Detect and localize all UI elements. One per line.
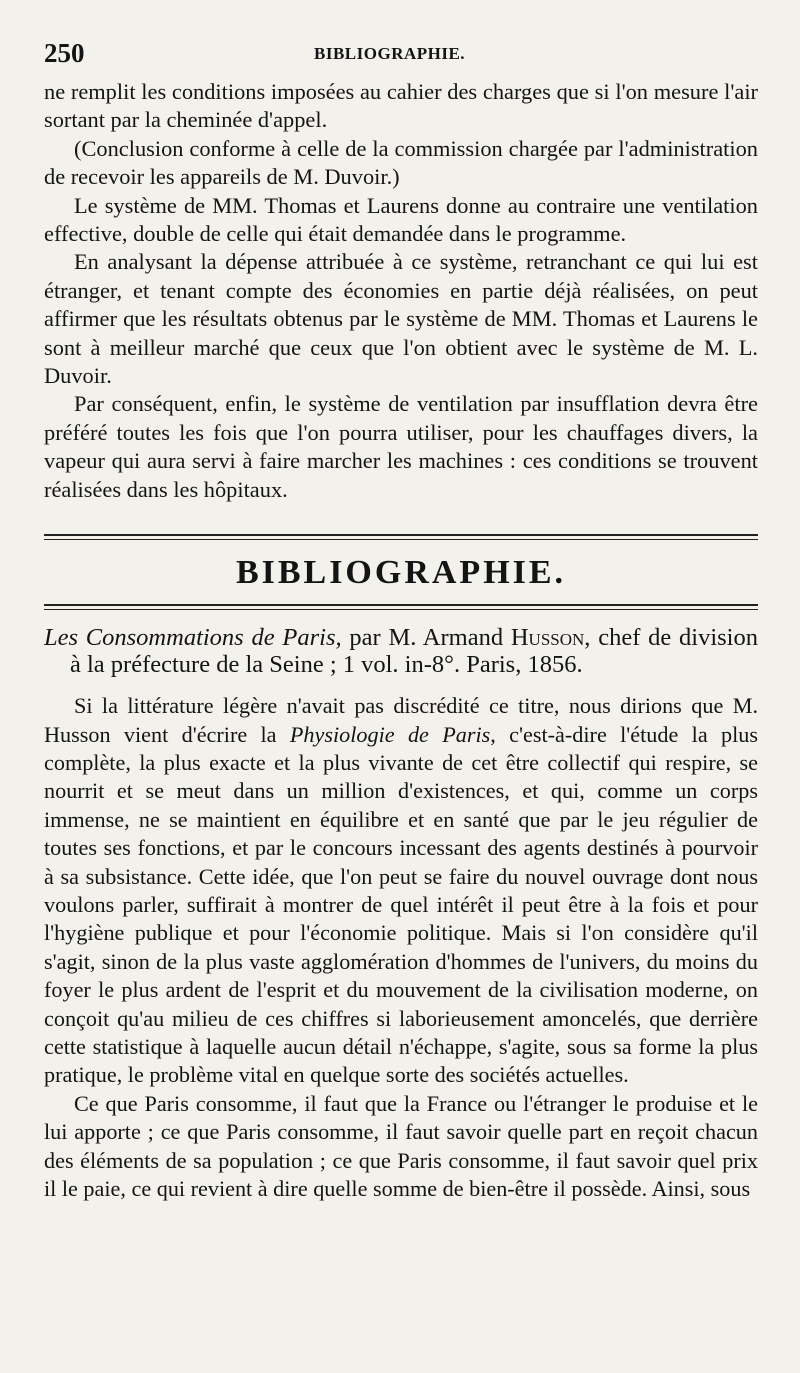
review-text: [44, 692, 758, 1203]
bottom-divider-rule: [44, 604, 758, 610]
paragraph: Ce que Paris consomme, il faut que la France ou l'étranger le produise et le lui apporte ; ce que Paris consomme, il faut savoir quelle part en reçoit chacun des éléments de sa population ; ce que Paris consomme, il faut savoir quel prix il le paie, ce qui revient à dire quelle somme de bien-être il possède. Ainsi, sous: [44, 1090, 758, 1201]
author-name: Husson: [510, 624, 585, 652]
paragraph: Par conséquent, enfin, le système de ventilation par insufflation devra être préféré toutes les fois que l'on pourra utiliser, pour les chauffages divers, la vapeur qui aura servi à faire marcher les machines : ces conditions se trouvent réalisées dans les hôpitaux.: [44, 391, 758, 502]
paragraph-part: , c'est-à-dire l'étude la plus complète, la plus exacte et la plus vivante de cet être collectif qui respire, se nourrit et se meut dans un million d'existences, et qui, comme un corps immense, ne se maintient en équilibre et en santé que par le jeu régulier de toutes ses fonctions, et par le concours incessant des agents destinés à pourvoir à sa subsistance. Cette idée, que l'on peut se faire du nouvel ouvrage dont nous voulons parler, suffirait à montrer de quel intérêt il peut être à la fois et pour l'hygiène publique et pour l'économie politique. Mais si l'on considère qu'il s'agit, sinon de la plus vaste agglomération d'hommes de l'univers, du moins du foyer le plus ardent de l'esprit et du mouvement de la civilisation moderne, on conçoit qu'au milieu de ces chiffres si laborieusement amoncelés, que derrière cette statistique à laquelle aucun détail n'échappe, s'agite, sous sa forme la plus pratique, le problème vital en quelque sorte des sociétés actuelles.: [44, 721, 758, 1088]
book-page: [44, 38, 758, 1203]
top-divider-rule: [44, 534, 758, 540]
paragraph: [44, 692, 758, 1090]
bibliographic-reference: [44, 624, 758, 678]
reference-by: par M. Armand: [341, 624, 511, 652]
paragraph: En analysant la dépense attribuée à ce système, retranchant ce qui lui est étranger, et tenant compte des économies en partie déjà réalisées, on peut affirmer que les résultats obtenus par le système de MM. Thomas et Laurens le sont à meilleur marché que ceux que l'on obtient avec le système de M. L. Duvoir.: [44, 249, 758, 389]
paragraph-part: Si la littérature légère n'avait pas discrédité ce titre, nous dirions que M. Husson vient d'écrire la: [44, 693, 758, 747]
previous-article-text: [44, 78, 758, 504]
book-title: Les Consommations de Paris,: [44, 624, 342, 652]
running-head: BIBLIOGRAPHIE.: [314, 44, 466, 63]
page-number: 250: [44, 38, 85, 68]
paragraph: ne remplit les conditions imposées au cahier des charges que si l'on mesure l'air sortant par la cheminée d'appel.: [44, 79, 758, 133]
paragraph: Le système de MM. Thomas et Laurens donne au contraire une ventilation effective, double de celle qui était demandée dans le programme.: [44, 192, 758, 247]
italic-title: Physiologie de Paris: [289, 721, 491, 747]
paragraph: (Conclusion conforme à celle de la commission chargée par l'administration de recevoir les appareils de M. Duvoir.): [44, 135, 758, 190]
reference-details: , chef de division à la préfecture de la Seine ; 1 vol. in-8°. Paris, 1856.: [70, 624, 758, 679]
section-title: BIBLIOGRAPHIE.: [235, 554, 567, 592]
page-header: [44, 38, 758, 78]
